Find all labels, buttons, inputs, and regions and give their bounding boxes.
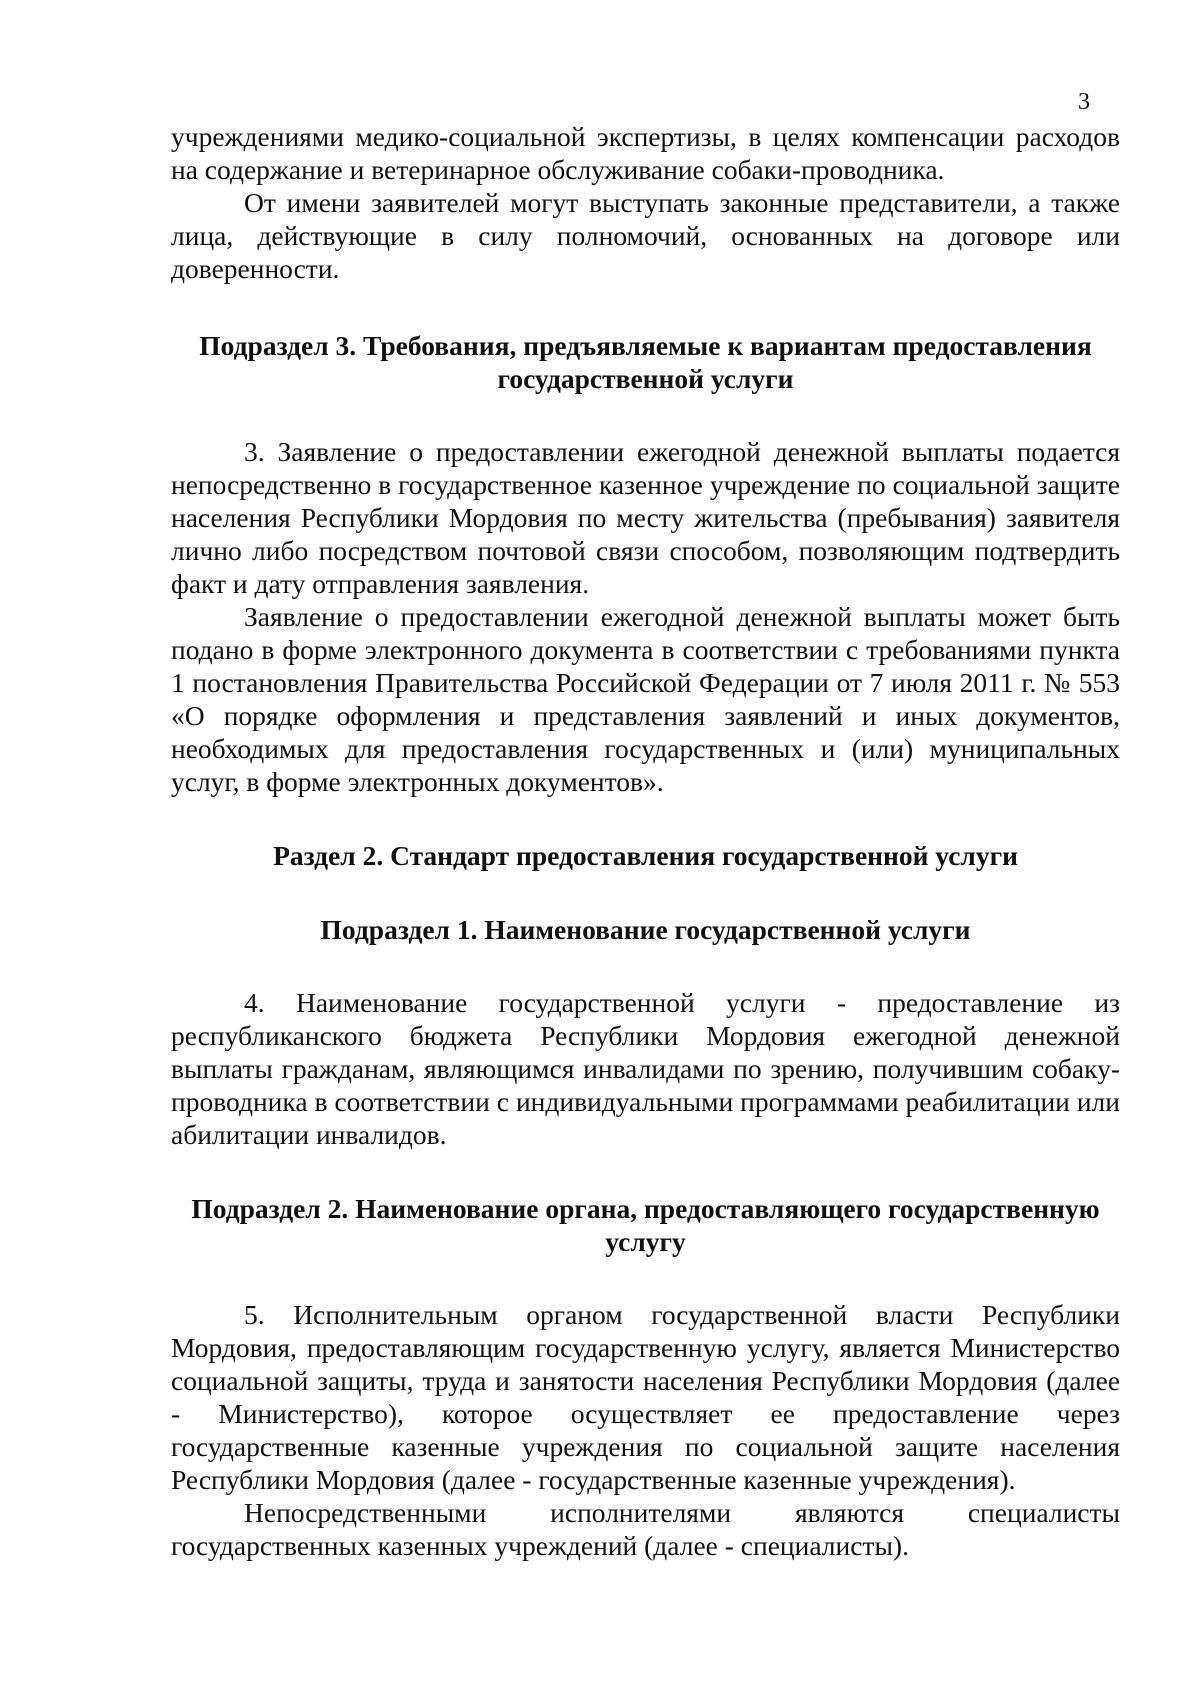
- paragraph-direct-executors: Непосредственными исполнителями являются специалисты государственных казенных учреждений (далее - специалисты).: [171, 1497, 1120, 1561]
- heading-subsection-1-service-name: Подраздел 1. Наименование государственной услуги: [320, 914, 971, 945]
- paragraph-item-3-application: 3. Заявление о предоставлении ежегодной денежной выплаты подается непосредственно в государственное казенное учреждение по социальной защите населения Республики Мордовия по месту жительства (пребывания) заявителя лично либо посредством почтовой связи способом, позволяющим подтвердить факт и дату отправления заявления.: [171, 436, 1120, 599]
- heading-subsection-2-authority: Подраздел 2. Наименование органа, предоставляющего государственную услугу: [191, 1193, 1100, 1257]
- heading-section-2-standard: Раздел 2. Стандарт предоставления государственной услуги: [273, 840, 1018, 871]
- paragraph-electronic-application: Заявление о предоставлении ежегодной денежной выплаты может быть подано в форме электронного документа в соответствии с требованиями пункта 1 постановления Правительства Российской Федерации от 7 июля 2011 г. № 553 «О порядке оформления и представления заявлений и иных документов, необходимых для предоставления государственных и (или) муниципальных услуг, в форме электронных документов».: [171, 601, 1120, 797]
- paragraph-item-5-executive-body: 5. Исполнительным органом государственной власти Республики Мордовия, предоставляющим государственную услугу, является Министерство социальной защиты, труда и занятости населения Республики Мордовия (далее - Министерство), которое осуществляет ее предоставление через государственные казенные учреждения по социальной защите населения Республики Мордовия (далее - государственные казенные учреждения).: [171, 1299, 1120, 1495]
- paragraph-expertise-continuation: учреждениями медико-социальной экспертизы, в целях компенсации расходов на содержание и ветеринарное обслуживание собаки-проводника.: [171, 121, 1120, 185]
- page-number: 3: [1078, 89, 1090, 115]
- paragraph-item-4-service-name: 4. Наименование государственной услуги - предоставление из республиканского бюджета Республики Мордовия ежегодной денежной выплаты гражданам, являющимся инвалидами по зрению, получившим собаку-проводника в соответствии с индивидуальными программами реабилитации или абилитации инвалидов.: [171, 987, 1120, 1150]
- heading-subsection-3-requirements: Подраздел 3. Требования, предъявляемые к вариантам предоставления государственной услуги: [199, 330, 1092, 394]
- document-body: [171, 120, 1120, 1562]
- paragraph-legal-representatives: От имени заявителей могут выступать законные представители, а также лица, действующие в силу полномочий, основанных на договоре или доверенности.: [171, 187, 1120, 284]
